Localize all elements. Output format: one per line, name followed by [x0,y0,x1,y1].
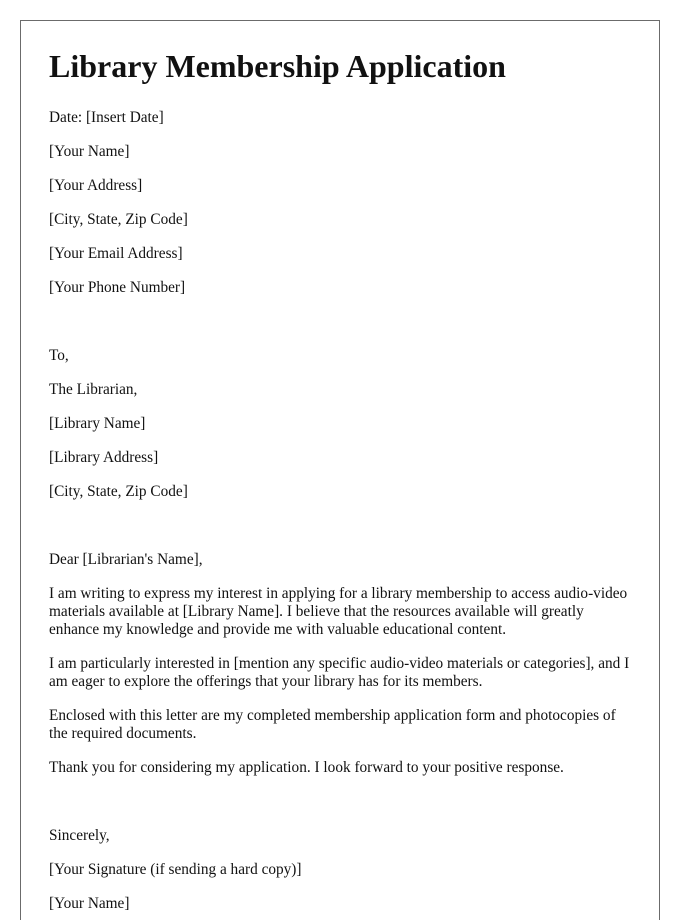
sender-email: [Your Email Address] [49,245,183,263]
sender-name: [Your Name] [49,143,130,161]
signoff-name: [Your Name] [49,895,130,913]
recipient-library-name: [Library Name] [49,415,146,433]
recipient-library-address: [Library Address] [49,449,159,467]
recipient-city: [City, State, Zip Code] [49,483,188,501]
recipient-block [49,347,631,501]
sender-address: [Your Address] [49,177,143,195]
body-paragraph: Enclosed with this letter are my completed membership application form and photocopies of the required documents. [49,707,616,743]
letter-title: Library Membership Application [49,48,506,84]
spacer [49,313,631,347]
body-paragraph: I am particularly interested in [mention any specific audio-video materials or categories], and I am eager to explore the offerings that your library has for its members. [49,655,630,691]
body-paragraph: Thank you for considering my application. I look forward to your positive response. [49,759,564,777]
sender-phone: [Your Phone Number] [49,279,186,297]
spacer [49,517,631,551]
sender-city: [City, State, Zip Code] [49,211,188,229]
recipient-to: To, [49,347,69,365]
recipient-title: The Librarian, [49,381,138,399]
salutation: Dear [Librarian's Name], [49,551,203,569]
letter-page [20,20,660,920]
sender-block [49,143,631,297]
signature-line: [Your Signature (if sending a hard copy)] [49,861,302,879]
closing: Sincerely, [49,827,110,845]
date-line: Date: [Insert Date] [49,109,164,127]
spacer [49,793,631,827]
body-paragraph: I am writing to express my interest in applying for a library membership to access audio-video materials available at [Library Name]. I believe that the resources available will greatly enhance my knowledge and provide me with valuable educational content. [49,585,628,639]
